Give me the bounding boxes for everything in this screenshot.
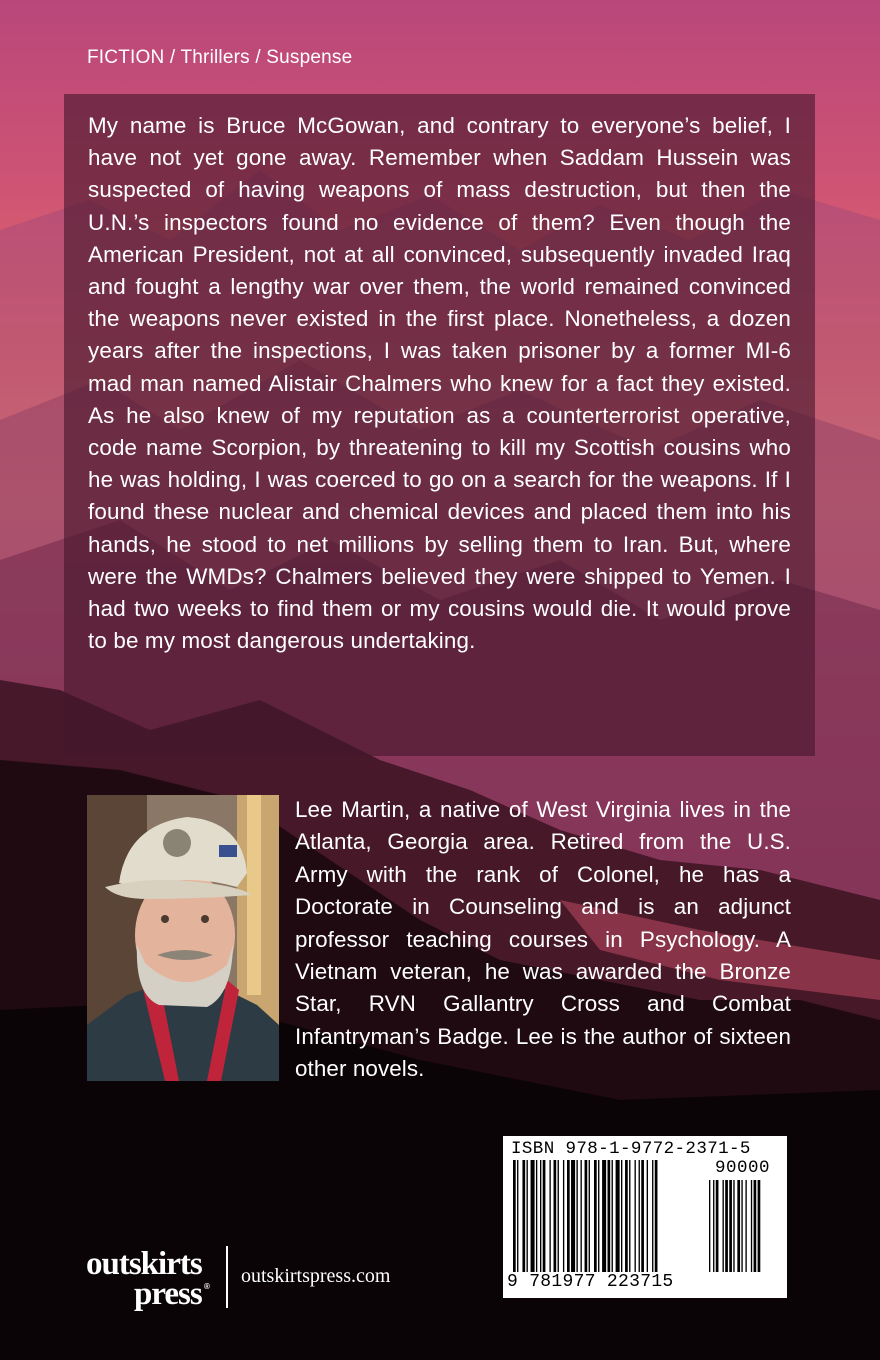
price-barcode-bar [751, 1180, 752, 1272]
publisher-logo-line1: outskirts [86, 1246, 202, 1282]
price-barcode-bar [737, 1180, 740, 1272]
isbn-barcode-bar [527, 1160, 528, 1272]
price-barcode-bar [745, 1180, 746, 1272]
isbn-barcode-bar [576, 1160, 577, 1272]
price-barcode-bar [754, 1180, 757, 1272]
isbn-barcode-bar [517, 1160, 518, 1272]
isbn-barcode-bar [598, 1160, 599, 1272]
isbn-number: ISBN 978-1-9772-2371-5 [511, 1139, 751, 1159]
price-barcode-bar [716, 1180, 719, 1272]
publisher-logo [86, 1246, 212, 1312]
isbn-barcode-bar [647, 1160, 648, 1272]
isbn-barcode-bar [585, 1160, 588, 1272]
isbn-barcode-bar [594, 1160, 597, 1272]
isbn-barcode [503, 1136, 787, 1298]
price-barcode-bar [729, 1180, 732, 1272]
isbn-barcode-bar [639, 1160, 640, 1272]
isbn-barcode-bar [612, 1160, 613, 1272]
isbn-barcode-bar [625, 1160, 628, 1272]
price-code: 90000 [715, 1158, 771, 1178]
isbn-barcode-bar [608, 1160, 611, 1272]
isbn-barcode-bar [581, 1160, 582, 1272]
price-barcode-bar [713, 1180, 714, 1272]
isbn-barcode-bar [531, 1160, 535, 1272]
price-barcode-bar [733, 1180, 734, 1272]
isbn-barcode-bar [616, 1160, 620, 1272]
isbn-barcode-bar [571, 1160, 575, 1272]
isbn-barcode-bar [621, 1160, 622, 1272]
author-portrait-icon [87, 795, 279, 1081]
isbn-barcode-bar [536, 1160, 537, 1272]
isbn-barcode-bar [513, 1160, 516, 1272]
isbn-barcode-bar [554, 1160, 557, 1272]
isbn-barcode-bar [522, 1160, 525, 1272]
publisher-logo-line2: press [134, 1276, 202, 1312]
isbn-barcode-bar [549, 1160, 550, 1272]
isbn-barcode-bar [635, 1160, 636, 1272]
isbn-barcode-bar [652, 1160, 653, 1272]
price-barcode-bar [758, 1180, 761, 1272]
registered-mark: ® [204, 1282, 210, 1291]
author-photo [87, 795, 279, 1081]
book-category: FICTION / Thrillers / Suspense [87, 47, 353, 68]
price-barcode-bar [709, 1180, 710, 1272]
publisher-website: outskirtspress.com [241, 1265, 391, 1287]
isbn-barcode-bar [563, 1160, 564, 1272]
isbn-barcode-bar [567, 1160, 570, 1272]
price-barcode-bar [741, 1180, 742, 1272]
author-bio: Lee Martin, a native of West Virginia lives in the Atlanta, Georgia area. Retired from the U.S. Army with the rank of Colonel, he has a Doctorate in Counseling and is an adjunct professor teaching courses in Psychology. A Vietnam veteran, he was awarded the Bronze Star, RVN Gallantry Cross and Combat Infantryman’s Badge. Lee is the author of sixteen other novels. [295, 797, 791, 1082]
isbn-barcode-bar [543, 1160, 546, 1272]
isbn-barcode-bar [629, 1160, 630, 1272]
price-barcode-bar [725, 1180, 728, 1272]
isbn-barcode-bar [558, 1160, 559, 1272]
ean-number: 9 781977 223715 [507, 1272, 674, 1292]
isbn-barcode-bar [641, 1160, 644, 1272]
logo-divider [226, 1246, 228, 1308]
isbn-barcode-bar [589, 1160, 590, 1272]
isbn-barcode-bar [602, 1160, 606, 1272]
book-blurb: My name is Bruce McGowan, and contrary to everyone’s belief, I have not yet gone away. Remember when Saddam Hussein was suspected of having weapons of mass destruction, but then the U.N.’s inspectors found no evidence of them? Even though the American President, not at all convinced, subsequently invaded Iraq and fought a lengthy war over them, the world remained convinced the weapons never existed in the first place. Nonetheless, a dozen years after the inspections, I was taken prisoner by a former MI-6 mad man named Alistair Chalmers who knew for a fact they existed. As he also knew of my reputation as a counterterrorist operative, code name Scorpion, by threatening to kill my Scottish cousins who he was holding, I was coerced to go on a search for the weapons. If I found these nuclear and chemical devices and placed them into his hands, he stood to net millions by selling them to Iran. But, where were the WMDs? Chalmers believed they were shipped to Yemen. I had two weeks to find them or my cousins would die. It would prove to be my most dangerous undertaking. [88, 113, 791, 654]
isbn-barcode-bar [540, 1160, 541, 1272]
price-barcode-bar [723, 1180, 724, 1272]
isbn-barcode-bar [655, 1160, 658, 1272]
